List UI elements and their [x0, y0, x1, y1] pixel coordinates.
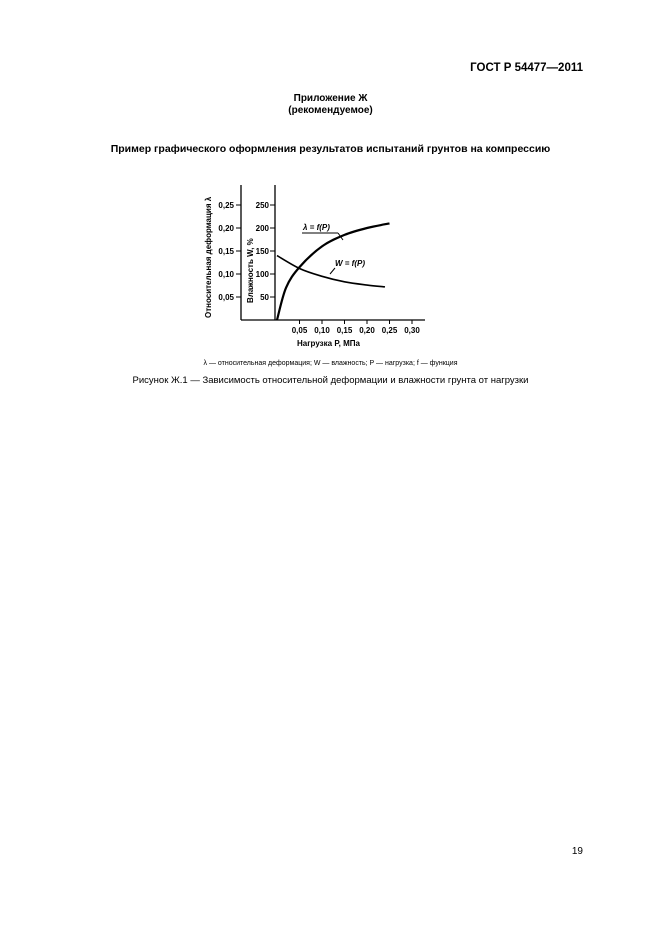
annex-status: (рекомендуемое): [288, 105, 373, 116]
x-tick-label: 0,25: [381, 326, 398, 335]
y-right-tick-label: 200: [255, 224, 269, 233]
moisture-series-label: W = f(P): [335, 259, 365, 268]
lambda-series-label: λ = f(P): [303, 223, 330, 232]
moisture-curve: [277, 256, 385, 287]
y-left-tick-label: 0,20: [218, 224, 234, 233]
standard-number: ГОСТ Р 54477—2011: [470, 62, 583, 74]
moisture-leader-line: [330, 268, 335, 274]
y-right-label: Влажность W, %: [246, 238, 255, 303]
x-label: Нагрузка P, МПа: [297, 339, 360, 348]
y-left-tick-label: 0,25: [218, 201, 234, 210]
section-title: Пример графического оформления результатов испытаний грунтов на компрессию: [110, 143, 551, 155]
y-right-tick-label: 250: [255, 201, 269, 210]
y-right-tick-label: 50: [260, 293, 269, 302]
y-left-label: Относительная деформация λ: [204, 196, 213, 318]
x-tick-label: 0,10: [314, 326, 330, 335]
lambda-curve: [277, 223, 390, 320]
x-tick-label: 0,30: [404, 326, 420, 335]
page-number: 19: [571, 846, 583, 857]
x-tick-label: 0,15: [336, 326, 353, 335]
figure-legend-note: λ — относительная деформация; W — влажность; P — нагрузка; f — функция: [203, 360, 458, 367]
series: [277, 223, 390, 320]
x-tick-label: 0,05: [291, 326, 308, 335]
figure-caption: Рисунок Ж.1 — Зависимость относительной деформации и влажности грунта от нагрузки: [132, 375, 529, 386]
y-left-tick-label: 0,15: [218, 247, 234, 256]
compression-chart: [0, 0, 661, 360]
y-left-tick-label: 0,10: [218, 270, 234, 279]
y-right-tick-label: 100: [255, 270, 269, 279]
x-tick-label: 0,20: [359, 326, 375, 335]
y-right-tick-label: 150: [255, 247, 269, 256]
annex-title: Приложение Ж: [293, 93, 368, 104]
y-left-tick-label: 0,05: [218, 293, 234, 302]
